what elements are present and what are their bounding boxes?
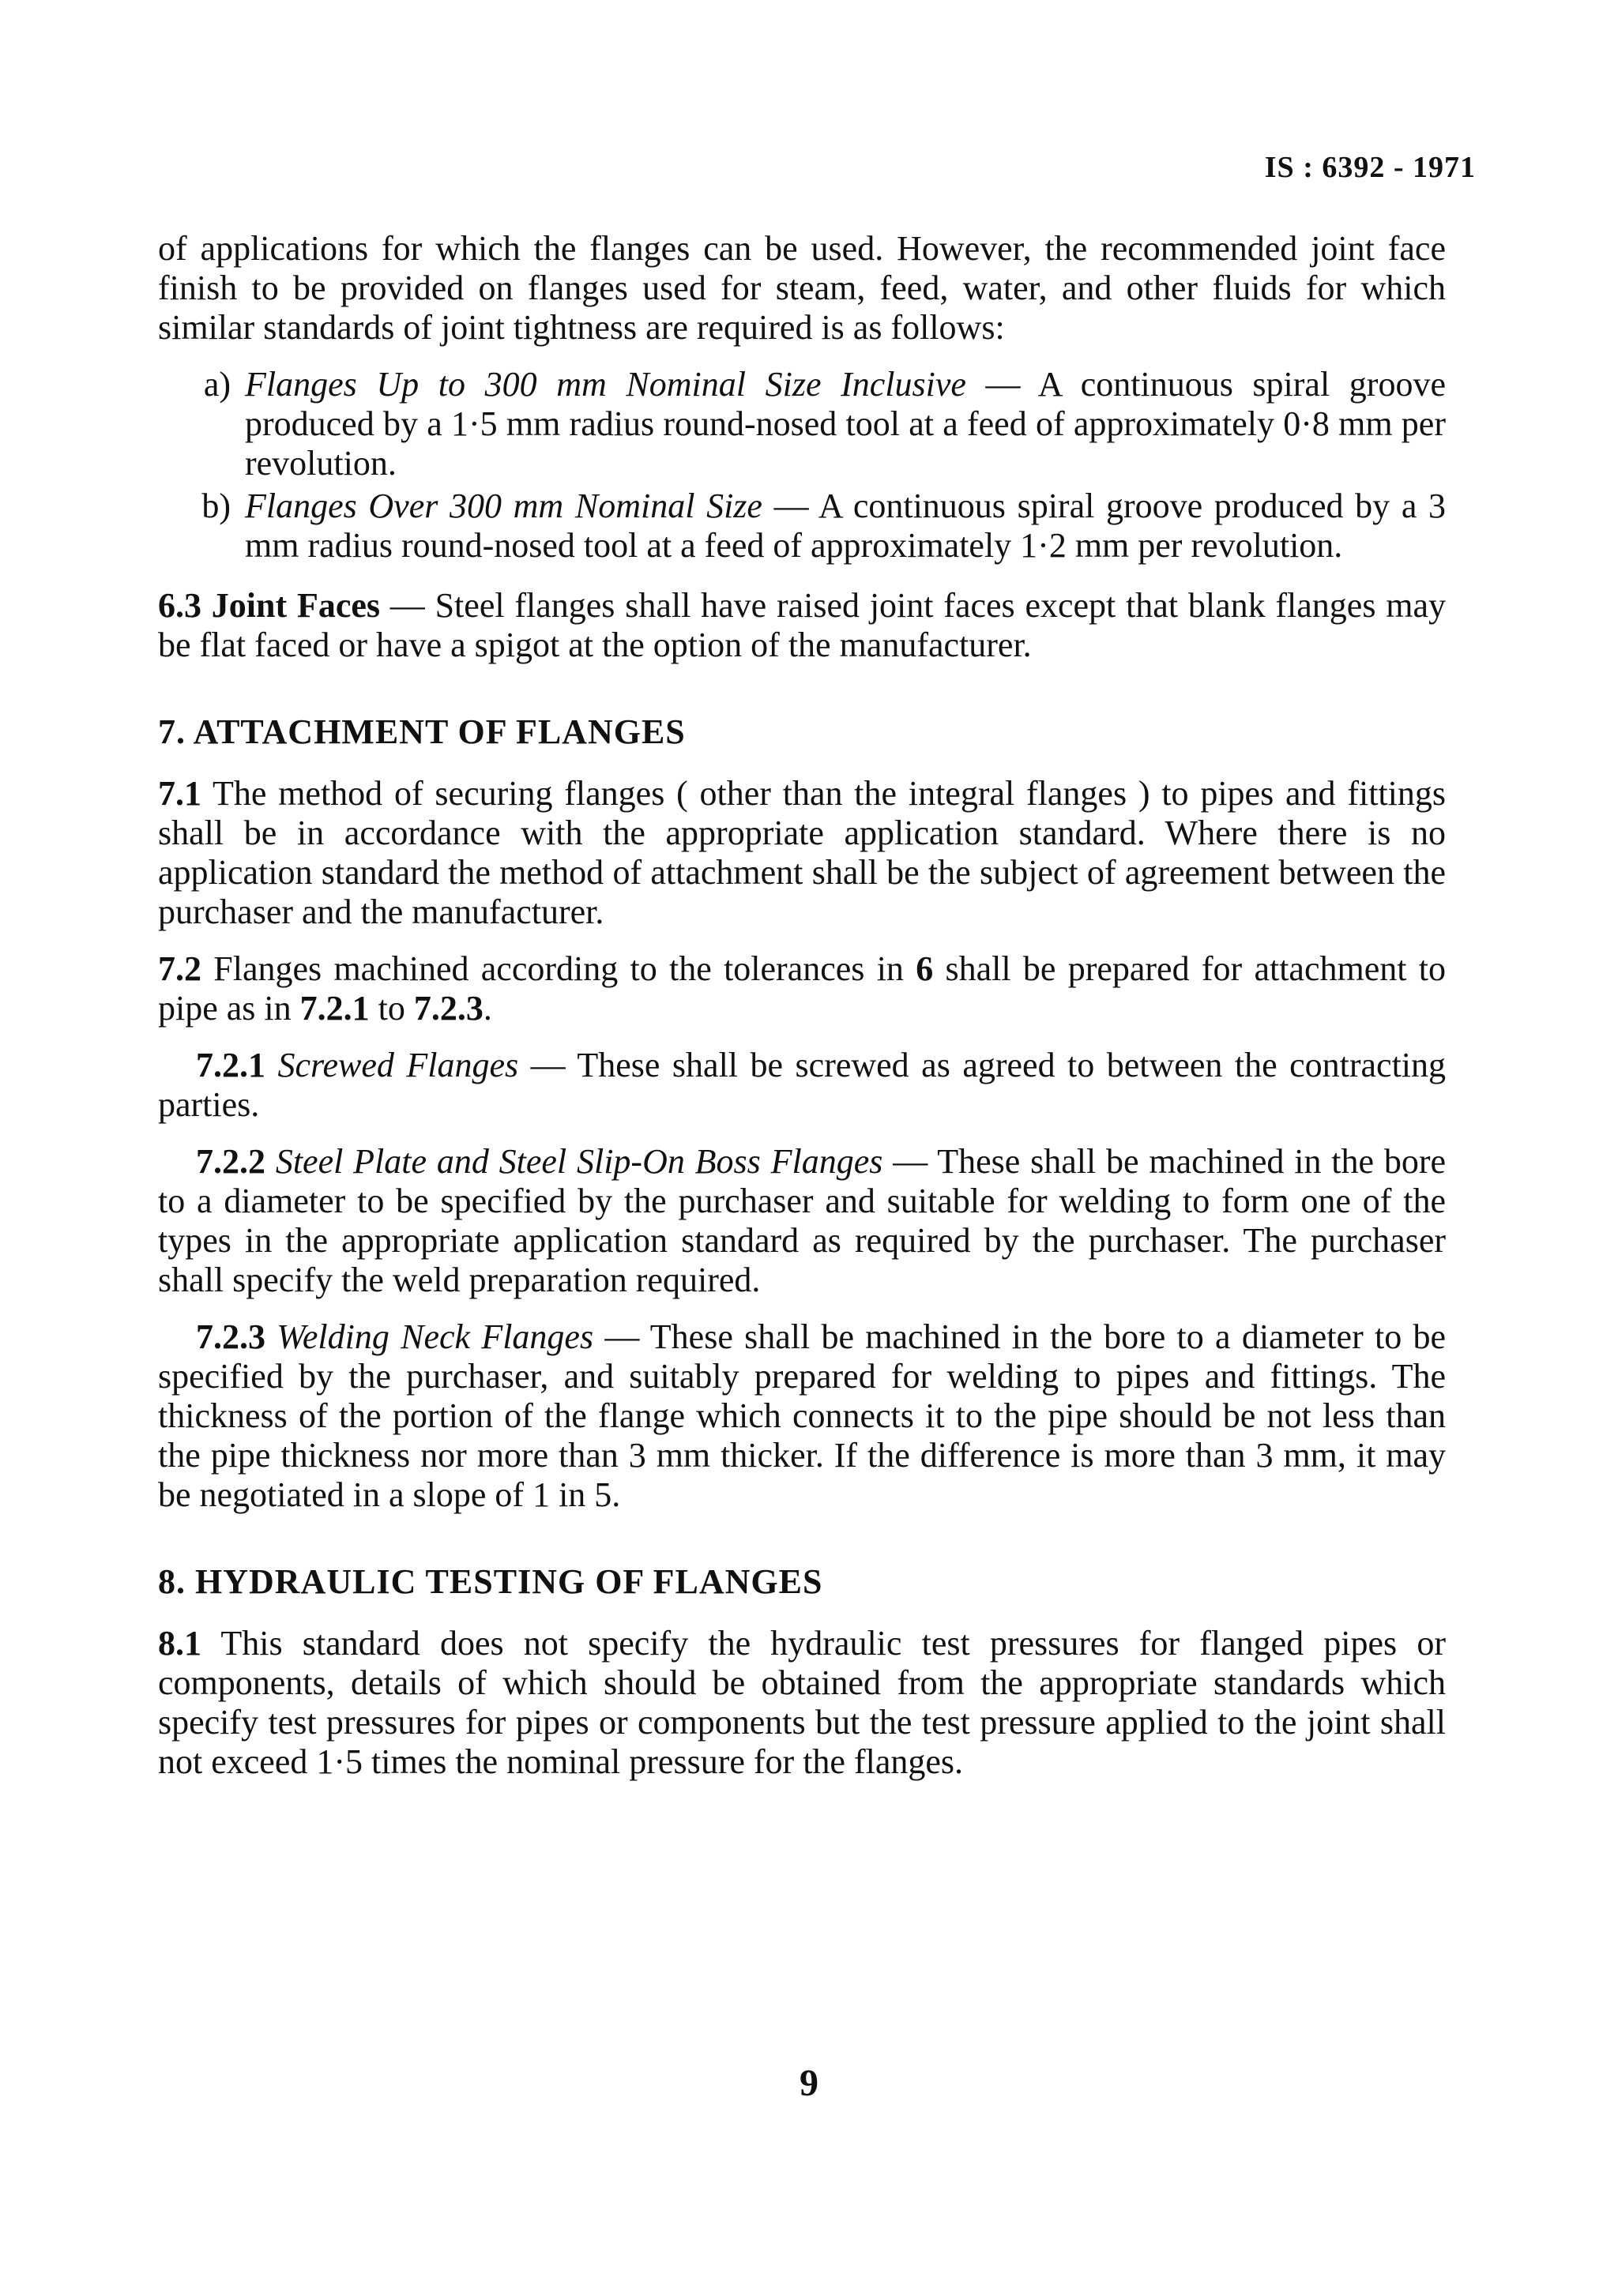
list-marker-b: b) [201,487,231,525]
section-7-1 [158,774,1446,932]
standard-code: IS : 6392 - 1971 [1264,151,1476,184]
list-body-a [245,365,1446,483]
section-text-b: shall be prepared for attachment to pipe as in [158,949,1446,1028]
section-title: Joint Faces [211,586,380,625]
section-text-d: . [483,989,492,1028]
list-item-b [158,487,1446,566]
heading-hydraulic-testing: 8. HYDRAULIC TESTING OF FLANGES [158,1562,823,1601]
section-7-2-2 [158,1142,1446,1300]
list-body-b [245,487,1446,566]
section-number: 7.2.3 [196,1317,265,1356]
section-7-2-1 [158,1046,1446,1125]
list-title-b: Flanges Over 300 mm Nominal Size [245,487,762,525]
section-ref: 7.2.1 [299,989,370,1028]
intro-paragraph: of applications for which the flanges can be used. However, the recommended joint face finish to be provided on flanges used for steam, feed, water, and other fluids for which similar standards of joint tightness are required is as follows: [158,229,1446,347]
section-number: 7.2 [158,949,201,988]
section-number: 7.2.2 [196,1142,265,1181]
section-text: — These shall be screwed as agreed to between the contracting parties. [158,1046,1447,1124]
section-title: Screwed Flanges [277,1046,519,1084]
list-text-a: — A continuous spiral groove produced by a 1·5 mm radius round-nosed tool at a feed of approximately 0·8 mm per revolution. [245,365,1446,483]
section-text-a: Flanges machined according to the tolerances in [201,949,916,988]
section-text: — Steel flanges shall have raised joint faces except that blank flanges may be flat faced or have a spigot at the option of the manufacturer. [158,586,1446,664]
section-number: 8.1 [158,1624,201,1663]
section-ref: 6 [916,949,934,988]
section-number: 6.3 [158,586,201,625]
list-title-a: Flanges Up to 300 mm Nominal Size Inclusive [245,365,966,404]
list-item-a [158,365,1446,483]
section-title: Welding Neck Flanges [277,1317,594,1356]
section-text: — These shall be machined in the bore to a diameter to be specified by the purchaser and suitable for welding to form one of the types in the appropriate application standard as required by the purchaser. The purchaser shall specify the weld preparation required. [158,1142,1447,1299]
section-number: 7.2.1 [196,1046,265,1084]
list-marker-a: a) [203,365,231,404]
section-text-c: to [369,989,414,1028]
section-text: The method of securing flanges ( other than the integral flanges ) to pipes and fittings shall be in accordance with the appropriate application standard. Where there is no application standard the method of attachment shall be the subject of agreement between the purchaser and the manufacturer. [158,774,1446,931]
list-text-b: — A continuous spiral groove produced by a 3 mm radius round-nosed tool at a feed of approximately 1·2 mm per revolution. [245,487,1446,565]
section-title: Steel Plate and Steel Slip-On Boss Flanges [275,1142,883,1181]
section-7-2-3 [158,1317,1446,1515]
section-text: This standard does not specify the hydraulic test pressures for flanged pipes or components, details of which should be obtained from the appropriate standards which specify test pressures for pipes or components but the test pressure applied to the joint shall not exceed 1·5 times the nominal pressure for the flanges. [158,1624,1446,1781]
section-text: — These shall be machined in the bore to a diameter to be specified by the purchaser, and suitably prepared for welding to pipes and fittings. The thickness of the portion of the flange which connects it to the pipe should be not less than the pipe thickness nor more than 3 mm thicker. If the difference is more than 3 mm, it may be negotiated in a slope of 1 in 5. [158,1317,1447,1514]
section-8-1 [158,1624,1446,1782]
section-ref: 7.2.3 [413,989,484,1028]
section-6-3 [158,586,1446,665]
heading-attachment: 7. ATTACHMENT OF FLANGES [158,712,686,751]
page-number: 9 [800,2062,818,2104]
section-number: 7.1 [158,774,201,813]
section-7-2 [158,949,1446,1028]
page-content [158,229,1446,1799]
